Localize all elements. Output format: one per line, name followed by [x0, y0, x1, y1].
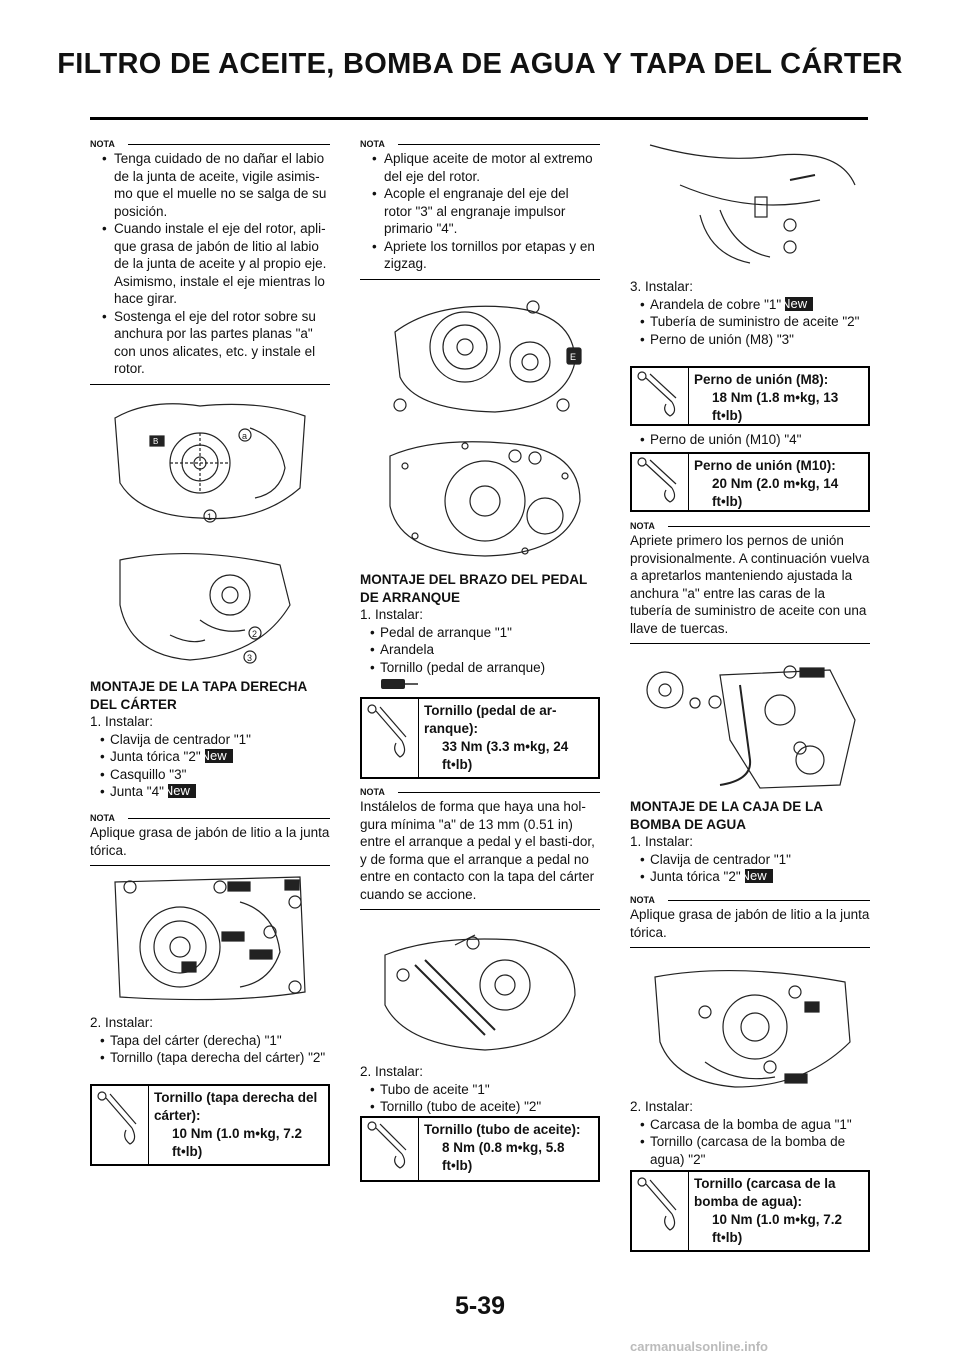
note-text: Instálelos de forma que haya una hol-gura mínima "a" de 13 mm (0.51 in) entre el arranque a pedal y el basti-dor, y de forma que el arranque a pedal no entre en contacto con la tapa del cárter cuando se accione. [360, 799, 595, 902]
torque-value: 33 Nm (3.3 m•kg, 24 ft•lb) [442, 739, 569, 772]
torque-value: 18 Nm (1.8 m•kg, 13 ft•lb) [712, 390, 839, 423]
col1-note1 [90, 138, 330, 385]
torque-box [630, 1170, 870, 1252]
col3-note2 [630, 894, 870, 948]
torque-value: 8 Nm (0.8 m•kg, 5.8 ft•lb) [442, 1140, 565, 1173]
list-item: • Sostenga el eje del rotor sobre su anchura por las partes planas "a" con unos alicates, etc. y instale el rotor. [90, 308, 330, 378]
new-badge: New [785, 297, 813, 311]
new-badge: New [745, 869, 773, 883]
list-item: • Clavija de centrador "1" [630, 851, 870, 869]
svg-text:2: 2 [252, 629, 258, 639]
illustration-union-bolts [640, 660, 865, 795]
section-heading: MONTAJE DE LA CAJA DE LA BOMBA DE AGUA [630, 799, 823, 832]
torque-wrench-icon [362, 1118, 419, 1180]
step-label: 2. Instalar: [360, 1064, 424, 1079]
list-item: • Perno de unión (M10) "4" [630, 431, 870, 449]
col3-note1 [630, 520, 870, 644]
note-text: Aplique grasa de jabón de litio a la junta tórica. [90, 825, 330, 858]
col1-step2 [90, 1014, 330, 1067]
torque-value: 20 Nm (2.0 m•kg, 14 ft•lb) [712, 476, 839, 509]
list-item: • Tubería de suministro de aceite "2" [630, 313, 870, 331]
svg-text:a: a [242, 431, 248, 441]
list-item: • Acople el engranaje del eje del rotor "3" al engranaje impulsor primario "4". [360, 185, 600, 238]
page-number: 5-39 [454, 1292, 506, 1320]
col2-section [360, 571, 600, 696]
list-item: • Junta "4"New [90, 783, 330, 801]
torque-wrench-icon [362, 699, 419, 777]
list-item: • Casquillo "3" [90, 766, 330, 784]
step-label: 3. Instalar: [630, 279, 694, 294]
list-item: • Arandela de cobre "1"New [630, 296, 870, 314]
torque-name: Tornillo (pedal de ar-ranque): [424, 703, 557, 736]
nota-label: NOTA [360, 139, 389, 149]
col3-step2 [630, 1098, 870, 1168]
col1-section [90, 678, 330, 801]
illustration-crankcase-cover [110, 545, 310, 670]
step-label: 1. Instalar: [360, 607, 424, 622]
svg-text:3: 3 [247, 653, 253, 663]
illustration-rotor-shaft [110, 398, 310, 533]
nota-label: NOTA [630, 521, 659, 531]
list-item: • Clavija de centrador "1" [90, 731, 330, 749]
list-item: • Junta tórica "2"New [630, 868, 870, 886]
list-item: • Tornillo (carcasa de la bomba de agua) "2" [630, 1133, 870, 1168]
title-rule [90, 117, 868, 120]
torque-value: 10 Nm (1.0 m•kg, 7.2 ft•lb) [712, 1212, 843, 1245]
col3-item4 [630, 431, 870, 449]
torque-name: Tornillo (tubo de aceite): [424, 1122, 581, 1137]
step-label: 1. Instalar: [630, 834, 694, 849]
step-label: 2. Instalar: [630, 1099, 694, 1114]
page-title: FILTRO DE ACEITE, BOMBA DE AGUA Y TAPA DEL CÁRTER [57, 48, 903, 80]
step-label: 1. Instalar: [90, 714, 154, 729]
list-item: • Pedal de arranque "1" [360, 624, 600, 642]
nota-label: NOTA [90, 813, 119, 823]
torque-box [360, 697, 600, 779]
torque-wrench-icon [632, 368, 689, 424]
col2-step2 [360, 1063, 600, 1116]
list-item: • Tapa del cárter (derecha) "1" [90, 1032, 330, 1050]
torque-name: Perno de unión (M8): [694, 372, 829, 387]
torque-box [630, 452, 870, 512]
col2-note1 [360, 138, 600, 280]
new-badge: New [205, 749, 233, 763]
torque-box [90, 1084, 330, 1166]
list-item: • Tornillo (tubo de aceite) "2" [360, 1098, 600, 1116]
torque-wrench-icon [92, 1086, 149, 1164]
section-heading: MONTAJE DE LA TAPA DERECHA DEL CÁRTER [90, 679, 307, 712]
list-item: • Perno de unión (M8) "3" [630, 331, 870, 349]
list-item: • Cuando instale el eje del rotor, apli-que grasa de jabón de litio al labio de la junta de aceite y al propio eje. Asimismo, instale el eje mientras lo hace girar. [90, 220, 330, 308]
nota-label: NOTA [90, 139, 119, 149]
list-item: • Carcasa de la bomba de agua "1" [630, 1116, 870, 1134]
col3-section [630, 798, 870, 886]
illustration-oil-pipe [640, 135, 865, 270]
torque-value: 10 Nm (1.0 m•kg, 7.2 ft•lb) [172, 1126, 303, 1159]
illustration-rotor-gear [375, 292, 590, 422]
illustration-right-cover [375, 436, 590, 561]
note-text: Aplique grasa de jabón de litio a la junta tórica. [630, 907, 870, 940]
col3-step3 [630, 278, 870, 348]
torque-name: Tornillo (tapa derecha del cárter): [154, 1090, 318, 1123]
step-label: 2. Instalar: [90, 1015, 154, 1030]
nota-label: NOTA [630, 895, 659, 905]
illustration-kick-pedal [375, 925, 585, 1055]
torque-box [360, 1116, 600, 1182]
col1-note2 [90, 812, 330, 866]
col2-note2 [360, 786, 600, 910]
list-item: • Junta tórica "2"New [90, 748, 330, 766]
svg-text:B: B [153, 437, 159, 446]
section-heading: MONTAJE DEL BRAZO DEL PEDAL DE ARRANQUE [360, 572, 588, 605]
torque-wrench-icon [632, 454, 689, 510]
watermark: carmanualsonline.info [630, 1339, 768, 1354]
list-item: • Tubo de aceite "1" [360, 1081, 600, 1099]
new-badge: New [168, 784, 196, 798]
torque-box [630, 366, 870, 426]
note-text: Apriete primero los pernos de unión provisionalmente. A continuación vuelva a apretarlos manteniendo ajustada la anchura "a" entre las caras de la tubería de suministro de aceite con una llave de tuercas. [630, 533, 870, 636]
list-item: • Tornillo (pedal de arranque) [360, 659, 600, 677]
illustration-water-pump [645, 962, 865, 1092]
list-item: • Apriete los tornillos por etapas y en zigzag. [360, 238, 600, 273]
svg-text:1: 1 [207, 512, 213, 522]
nota-label: NOTA [360, 787, 389, 797]
list-item: • Tenga cuidado de no dañar el labio de la junta de aceite, vigile asimis-mo que el muelle no se salga de su posición. [90, 150, 330, 220]
list-item: • Tornillo (tapa derecha del cárter) "2" [90, 1049, 330, 1067]
torque-name: Perno de unión (M10): [694, 458, 836, 473]
list-item: • Aplique aceite de motor al extremo del eje del rotor. [360, 150, 600, 185]
threadlock-icon [380, 676, 420, 692]
torque-wrench-icon [632, 1172, 689, 1250]
list-item: • Arandela [360, 641, 600, 659]
illustration-right-cover-parts [110, 872, 310, 1007]
svg-text:E: E [570, 352, 577, 362]
torque-name: Tornillo (carcasa de la bomba de agua): [694, 1176, 836, 1209]
